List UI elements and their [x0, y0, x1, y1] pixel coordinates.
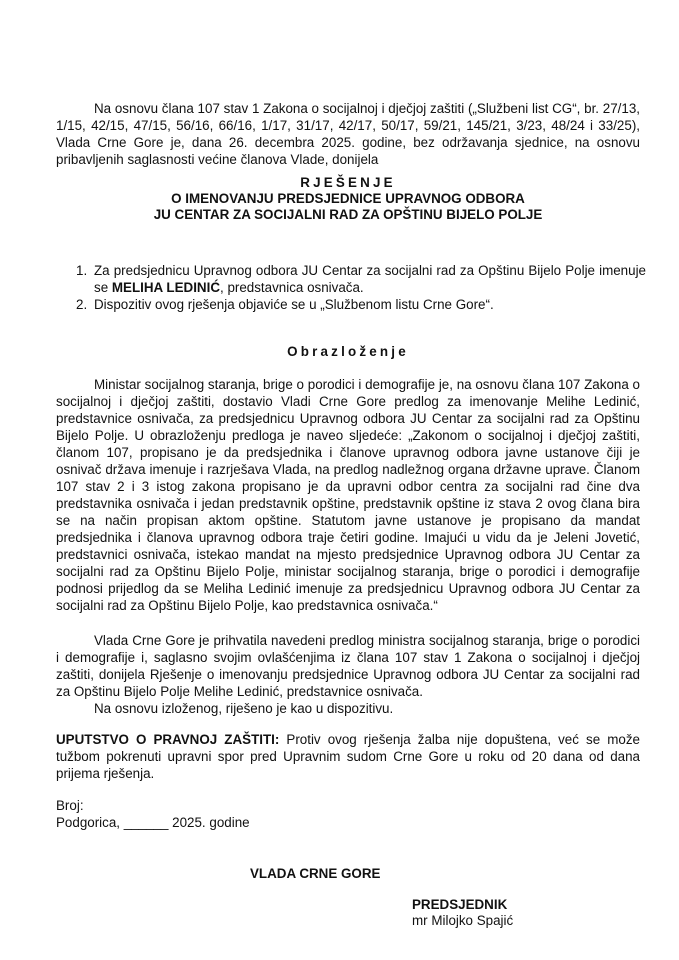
place-and-date: Podgorica, ______ 2025. godine: [56, 815, 250, 830]
decision-item: [56, 262, 646, 296]
reasoning-paragraph: Na osnovu izloženog, riješeno je kao u dispozitivu.: [94, 701, 394, 716]
preamble: Na osnovu člana 107 stav 1 Zakona o socijalnoj i dječjoj zaštiti („Službeni list CG“, br. 27/13, 1/15, 42/15, 47/15, 56/16, 66/16, 1/17, 31/17, 42/17, 50/17, 59/21, 145/21, 3/23, 48/24 i 33/25), Vlada Crne Gore je, dana 26. decembra 2025. godine, bez održavanja sjednice, na osnovu pribavljenih saglasnosti većine članova Vlade, donijela: [56, 101, 640, 167]
legal-remedy: [56, 731, 640, 782]
legal-remedy-label: UPUTSTVO O PRAVNOJ ZAŠTITI:: [56, 732, 280, 747]
decision-item: [56, 296, 646, 313]
decision-item-text: Za predsjednicu Upravnog odbora JU Centar za socijalni rad za Opštinu Bijelo Polje imenuje se: [94, 263, 646, 295]
reasoning-heading: Obrazloženje: [287, 344, 409, 359]
decision-item-number: 2.: [76, 297, 88, 312]
decision-item-text-end: , predstavnica osnivača.: [220, 280, 364, 295]
legal-remedy-text: Protiv ovog rješenja žalba nije dopuštena, već se može tužbom pokrenuti upravni spor pred Upravnim sudom Crne Gore u roku od 20 dana od dana prijema rješenja.: [56, 732, 640, 781]
signature-name: mr Milojko Spajić: [412, 913, 514, 928]
appointee-name: MELIHA LEDINIĆ: [111, 280, 220, 295]
document-subtitle-line1: O IMENOVANJU PREDSJEDNICE UPRAVNOG ODBORA: [171, 191, 525, 206]
document-title: RJEŠENJE: [300, 175, 396, 190]
decision-item-text: Dispozitiv ovog rješenja objaviće se u „Službenom listu Crne Gore“.: [94, 297, 494, 312]
decision-item-number: 1.: [76, 263, 88, 278]
signature-role: PREDSJEDNIK: [412, 897, 508, 912]
reasoning-paragraph: Vlada Crne Gore je prihvatila navedeni predlog ministra socijalnog staranja, brige o porodici i demografije i, saglasno svojim ovlašćenjima iz člana 107 stav 1 Zakona o socijalnoj i dječjoj zaštiti, donijela Rješenje o imenovanju predsjednice Upravnog odbora JU Centar za socijalni rad za Opštinu Bijelo Polje Melihe Ledinić, predstavnice osnivača.: [56, 633, 640, 699]
document-subtitle-line2: JU CENTAR ZA SOCIJALNI RAD ZA OPŠTINU BIJELO POLJE: [153, 207, 543, 222]
reference-number: Broj:: [56, 798, 84, 813]
reasoning-paragraph: Ministar socijalnog staranja, brige o porodici i demografije je, na osnovu člana 107 Zakona o socijalnoj i dječjoj zaštiti, dostavio Vladi Crne Gore predlog za imenovanje Melihe Ledinić, predstavnice osnivača, za predsjednicu Upravnog odbora JU Centar za socijalni rad za Opštinu Bijelo Polje. U obrazloženju predloga je naveo sljedeće: „Zakonom o socijalnoj i dječjoj zaštiti, članom 107, propisano je da predsjednika i članove upravnog odbora javne ustanove čiji je osnivač država imenuje i razrješava Vlada, na predlog nadležnog organa državne uprave. Članom 107 stav 2 i 3 istog zakona propisano je da upravni odbor centra za socijalni rad čine dva predstavnika osnivača i jedan predstavnik opštine, predstavnik opštine iz stava 2 ovog člana bira se na način propisan aktom opštine. Statutom javne ustanove je propisano da mandat predsjednika i članova upravnog odbora traje četiri godine. Imajući u vidu da je Jeleni Jovetić, predstavnici osnivača, istekao mandat na mjesto predsjednice Upravnog odbora JU Centar za socijalni rad za Opštinu Bijelo Polje, ministar socijalnog staranja, brige o porodici i demografije podnosi prijedlog da se Meliha Ledinić imenuje za predsjednicu Upravnog odbora JU Centar za socijalni rad za Opštinu Bijelo Polje, kao predstavnica osnivača.“: [56, 377, 640, 613]
decision-list: [56, 262, 646, 313]
issuer: VLADA CRNE GORE: [250, 866, 381, 881]
